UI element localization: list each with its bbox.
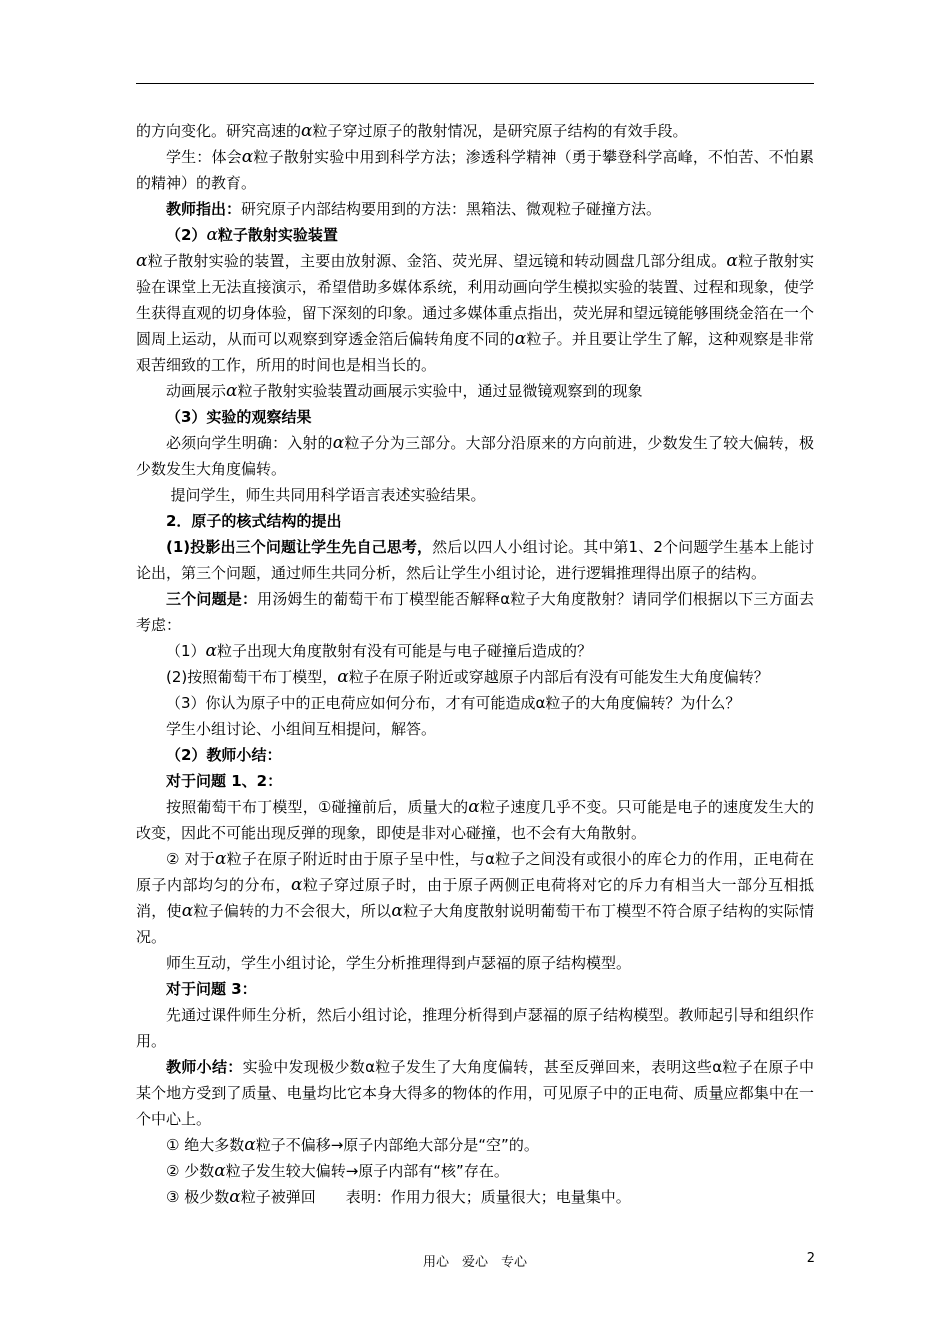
section-heading: （2）教师小结： <box>166 746 282 764</box>
alpha-symbol: α <box>468 797 480 817</box>
alpha-symbol: α <box>205 641 218 661</box>
result-item: ① 绝大多数α粒子不偏移→原子内部绝大部分是“空”的。 <box>166 1135 539 1155</box>
result-item: ② 少数α粒子发生较大偏转→原子内部有“核”存在。 <box>166 1161 509 1181</box>
question-item: （1）α粒子出现大角度散射有没有可能是与电子碰撞后造成的？ <box>166 641 593 661</box>
page-number: 2 <box>806 1251 815 1266</box>
alpha-symbol: α <box>136 251 148 271</box>
section-heading: 对于问题 3： <box>166 980 257 998</box>
alpha-symbol: α <box>215 849 227 869</box>
alpha-symbol: α <box>291 875 303 895</box>
question-item: （3）你认为原子中的正电荷应如何分布，才有可能造成α粒子的大角度偏转？为什么？ <box>166 694 741 712</box>
paragraph: 动画展示α粒子散射实验装置动画展示实验中，通过显微镜观察到的现象 <box>166 381 643 401</box>
alpha-symbol: α <box>181 901 194 921</box>
paragraph: 必须向学生明确：入射的α粒子分为三部分。大部分沿原来的方向前进，少数发生了较大偏转，极少数发生大角度偏转。 <box>136 433 814 478</box>
alpha-symbol: α <box>226 381 238 401</box>
question-item: (2)按照葡萄干布丁模型，α粒子在原子附近或穿越原子内部后有没有可能发生大角度偏转？ <box>166 667 769 687</box>
result-item: ③ 极少数α粒子被弹回 表明：作用力很大；质量很大；电量集中。 <box>166 1187 631 1207</box>
paragraph: 的方向变化。研究高速的α粒子穿过原子的散射情况，是研究原子结构的有效手段。 <box>136 121 688 141</box>
alpha-symbol: α <box>229 1187 241 1207</box>
section-heading: （3）实验的观察结果 <box>166 408 312 426</box>
alpha-symbol: α <box>301 121 313 141</box>
alpha-symbol: α <box>514 329 527 349</box>
paragraph: 三个问题是：用汤姆生的葡萄干布丁模型能否解释α粒子大角度散射？请同学们根据以下三方面去考虑： <box>136 590 814 634</box>
section-heading: 对于问题 1、2： <box>166 772 283 790</box>
alpha-symbol: α <box>332 433 345 453</box>
paragraph: ② 对于α粒子在原子附近时由于原子呈中性，与α粒子之间没有或很小的库仑力的作用，正电荷在原子内部均匀的分布，α粒子穿过原子时，由于原子两侧正电荷将对它的斥力有相当大一部分互相抵消，使α粒子偏转的力不会很大，所以α粒子大角度散射说明葡萄干布丁模型不符合原子结构的实际情况。 <box>136 849 814 946</box>
paragraph: α粒子散射实验的装置，主要由放射源、金箔、荧光屏、望远镜和转动圆盘几部分组成。α粒子散射实验在课堂上无法直接演示，希望借助多媒体系统，利用动画向学生模拟实验的装置、过程和现象，使学生获得直观的切身体验，留下深刻的印象。通过多媒体重点指出，荧光屏和望远镜能够围绕金箔在一个圆周上运动，从而可以观察到穿透金箔后偏转角度不同的α粒子。并且要让学生了解，这种观察是非常艰苦细致的工作，所用的时间也是相当长的。 <box>136 251 814 374</box>
paragraph: (1)投影出三个问题让学生先自己思考，然后以四人小组讨论。其中第1、2个问题学生基本上能讨论出，第三个问题，通过师生共同分析，然后让学生小组讨论，进行逻辑推理得出原子的结构。 <box>136 538 814 582</box>
section-heading: 2．原子的核式结构的提出 <box>166 512 342 530</box>
document-body <box>136 118 814 1210</box>
alpha-symbol: α <box>206 225 218 245</box>
paragraph: 先通过课件师生分析，然后小组讨论，推理分析得到卢瑟福的原子结构模型。教师起引导和组织作用。 <box>136 1006 814 1050</box>
paragraph: 教师小结：实验中发现极少数α粒子发生了大角度偏转，甚至反弹回来，表明这些α粒子在原子中某个地方受到了质量、电量均比它本身大得多的物体的作用，可见原子中的正电荷、质量应都集中在一个中心上。 <box>136 1058 814 1128</box>
alpha-symbol: α <box>726 251 738 271</box>
paragraph: 提问学生，师生共同用科学语言表述实验结果。 <box>170 486 486 504</box>
footer-text: 用心 爱心 专心 <box>422 1255 527 1270</box>
alpha-symbol: α <box>337 667 349 687</box>
section-heading: （2）α粒子散射实验装置 <box>166 225 338 245</box>
alpha-symbol: α <box>214 1161 226 1181</box>
alpha-symbol: α <box>391 901 403 921</box>
paragraph: 学生：体会α粒子散射实验中用到科学方法；渗透科学精神（勇于攀登科学高峰，不怕苦、不怕累的精神）的教育。 <box>136 147 814 192</box>
alpha-symbol: α <box>241 147 254 167</box>
header-rule <box>136 83 814 84</box>
paragraph: 教师指出：研究原子内部结构要用到的方法：黑箱法、微观粒子碰撞方法。 <box>166 200 662 218</box>
paragraph: 按照葡萄干布丁模型，①碰撞前后，质量大的α粒子速度几乎不变。只可能是电子的速度发生大的改变，因此不可能出现反弹的现象，即使是非对心碰撞，也不会有大角散射。 <box>136 797 814 842</box>
paragraph: 师生互动，学生小组讨论，学生分析推理得到卢瑟福的原子结构模型。 <box>166 954 632 972</box>
paragraph: 学生小组讨论、小组间互相提问，解答。 <box>166 720 437 738</box>
alpha-symbol: α <box>244 1135 256 1155</box>
